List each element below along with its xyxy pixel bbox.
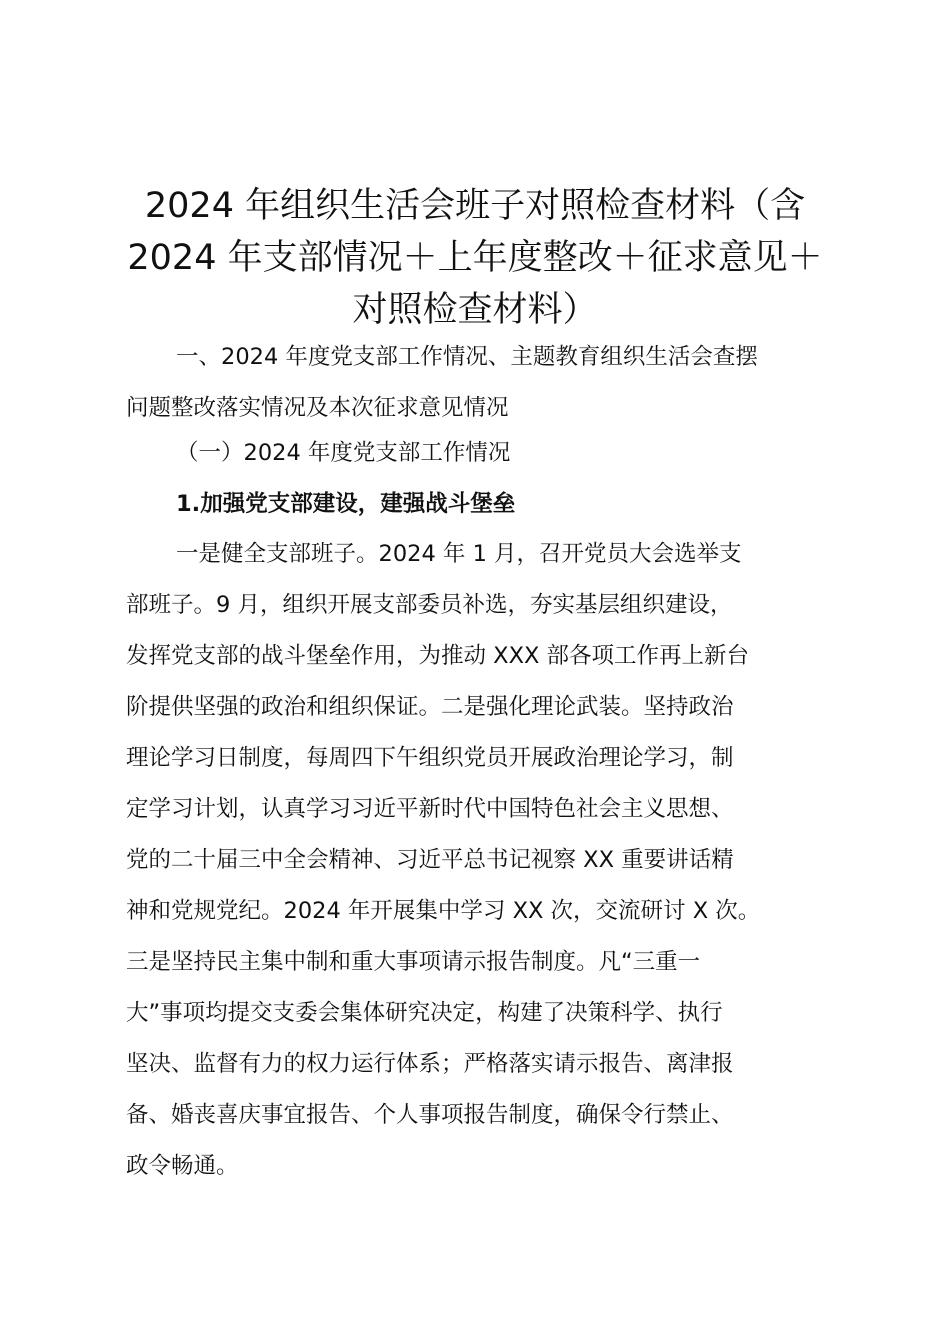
title-line-2: 2024 年支部情况＋上年度整改＋征求意见＋ [127, 238, 823, 278]
heading1-line-2: 问题整改落实情况及本次征求意见情况 [126, 395, 509, 421]
section-heading-1 [126, 332, 846, 434]
body-line: 神和党规党纪。2024 年开展集中学习 XX 次，交流研讨 X 次。 [126, 898, 761, 924]
body-line: 发挥党支部的战斗堡垒作用，为推动 XXX 部各项工作再上新台 [126, 643, 750, 669]
body-line: 部班子。9 月，组织开展支部委员补选，夯实基层组织建设， [126, 592, 733, 618]
body-paragraph [126, 529, 846, 1192]
body-line: 坚决、监督有力的权力运行体系；严格落实请示报告、离津报 [126, 1051, 734, 1077]
body-line: 一是健全支部班子。2024 年 1 月，召开党员大会选举支 [176, 541, 742, 567]
body-line: 政令畅通。 [126, 1153, 239, 1179]
body-line: 党的二十届三中全会精神、习近平总书记视察 XX 重要讲话精 [126, 847, 734, 873]
title-line-3: 对照检查材料） [352, 290, 598, 330]
body-line: 备、婚丧喜庆事宜报告、个人事项报告制度，确保令行禁止、 [126, 1102, 734, 1128]
section-heading-3 [126, 479, 846, 530]
body-line: 定学习计划，认真学习习近平新时代中国特色社会主义思想、 [126, 796, 734, 822]
document-title [100, 180, 850, 336]
section-heading-2 [126, 428, 846, 479]
body-line: 大”事项均提交支委会集体研究决定，构建了决策科学、执行 [126, 1000, 723, 1026]
heading3-text: 1.加强党支部建设，建强战斗堡垒 [176, 491, 516, 517]
body-line: 三是坚持民主集中制和重大事项请示报告制度。凡“三重一 [126, 949, 701, 975]
heading2-text: （一）2024 年度党支部工作情况 [176, 440, 511, 466]
title-line-1: 2024 年组织生活会班子对照检查材料（含 [144, 186, 806, 226]
body-line: 理论学习日制度，每周四下午组织党员开展政治理论学习，制 [126, 745, 734, 771]
heading1-line-1: 一、2024 年度党支部工作情况、主题教育组织生活会查摆 [176, 344, 758, 370]
body-line: 阶提供坚强的政治和组织保证。二是强化理论武装。坚持政治 [126, 694, 734, 720]
